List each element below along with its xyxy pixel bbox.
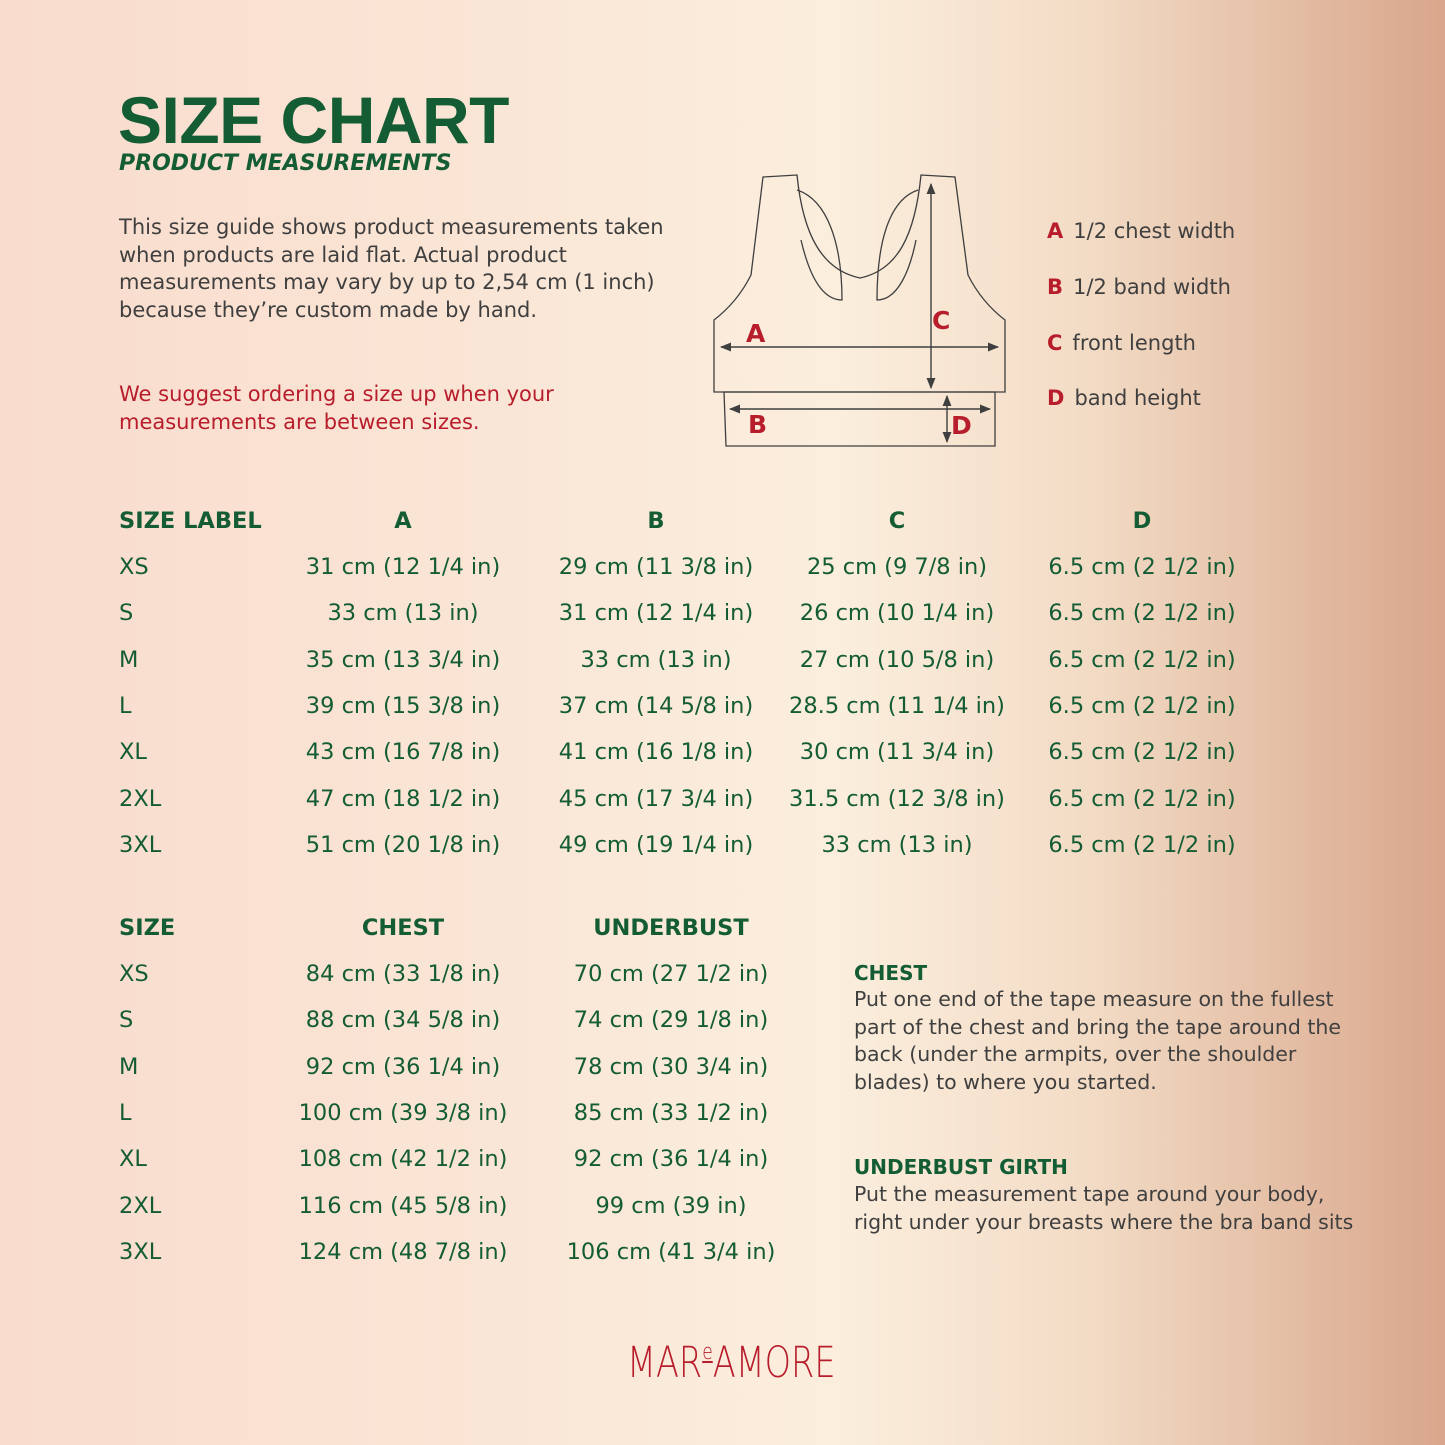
table-cell: 6.5 cm (2 1/2 in) (1048, 600, 1236, 627)
table-cell: 84 cm (33 1/8 in) (305, 961, 501, 987)
table-cell: 25 cm (9 7/8 in) (806, 554, 988, 580)
table-cell: 28.5 cm (11 1/4 in) (789, 692, 1005, 719)
chest-guide-text: Put one end of the tape measure on the fullest part of the chest and bring the tape around the back (under the armpits, over the shoulder blades) to where you started. (854, 987, 1341, 1095)
column-header: CHEST (361, 915, 445, 941)
table-cell: 6.5 cm (2 1/2 in) (1048, 831, 1236, 858)
row-size-label: 2XL (119, 785, 162, 812)
legend-item-c (1047, 329, 1196, 357)
legend-letter: A (1047, 219, 1064, 243)
table-cell: 92 cm (36 1/4 in) (305, 1053, 501, 1080)
table-cell: 35 cm (13 3/4 in) (305, 646, 501, 673)
brand-logo-part: AMORE (712, 1338, 836, 1388)
row-size-label: XL (119, 739, 147, 766)
table-cell: 29 cm (11 3/8 in) (558, 554, 754, 580)
table-cell: 33 cm (13 in) (327, 600, 479, 627)
table-cell: 51 cm (20 1/8 in) (305, 831, 501, 858)
column-header: A (394, 508, 412, 534)
table-cell: 31 cm (12 1/4 in) (305, 554, 501, 580)
intro-text: This size guide shows product measurements taken when products are laid flat. Actual product measurements may vary by up to 2,54 cm (1 inch) because they’re custom made by hand. (119, 215, 664, 323)
page-subtitle: PRODUCT MEASUREMENTS (119, 151, 452, 176)
row-size-label: 3XL (119, 1238, 162, 1265)
table-cell: 31 cm (12 1/4 in) (558, 600, 754, 627)
brand-logo-part: MAR (627, 1338, 703, 1388)
diagram-label-c: C (932, 306, 951, 335)
chest-guide-title: CHEST (854, 961, 928, 985)
table-cell: 70 cm (27 1/2 in) (573, 961, 769, 987)
row-size-label: XS (119, 554, 149, 580)
row-size-label: 3XL (119, 831, 162, 858)
diagram-label-b: B (748, 410, 768, 439)
table-cell: 26 cm (10 1/4 in) (799, 600, 995, 627)
table-cell: 43 cm (16 7/8 in) (305, 739, 501, 766)
underbust-guide-title: UNDERBUST GIRTH (854, 1155, 1068, 1179)
table-cell: 74 cm (29 1/8 in) (573, 1007, 769, 1034)
underbust-guide-text: Put the measurement tape around your body, right under your breasts where the bra band sits (854, 1182, 1354, 1234)
brand-logo (627, 1338, 836, 1388)
row-size-label: S (119, 600, 134, 627)
column-header: B (647, 508, 665, 534)
legend-text: band height (1074, 386, 1201, 410)
brand-logo-part: e (702, 1340, 713, 1365)
table-cell: 124 cm (48 7/8 in) (298, 1238, 508, 1265)
table-cell: 106 cm (41 3/4 in) (566, 1238, 776, 1265)
table-cell: 99 cm (39 in) (595, 1192, 747, 1219)
table-cell: 116 cm (45 5/8 in) (298, 1192, 508, 1219)
table-cell: 100 cm (39 3/8 in) (298, 1099, 508, 1126)
row-size-label: XL (119, 1146, 147, 1173)
legend-letter: B (1047, 275, 1064, 299)
legend-item-d (1047, 384, 1201, 412)
legend-text: 1/2 band width (1073, 275, 1231, 299)
row-size-label: M (119, 1053, 139, 1080)
page-title: SIZE CHART (118, 83, 509, 157)
row-size-label: L (119, 692, 132, 719)
table-cell: 6.5 cm (2 1/2 in) (1048, 785, 1236, 812)
table-cell: 31.5 cm (12 3/8 in) (789, 785, 1005, 812)
table-cell: 37 cm (14 5/8 in) (558, 692, 754, 719)
table-cell: 6.5 cm (2 1/2 in) (1048, 646, 1236, 673)
table-cell: 33 cm (13 in) (821, 831, 973, 858)
row-size-label: XS (119, 961, 149, 987)
column-header: C (888, 508, 906, 534)
table-cell: 6.5 cm (2 1/2 in) (1048, 739, 1236, 766)
table-cell: 92 cm (36 1/4 in) (573, 1146, 769, 1173)
legend-text: front length (1072, 331, 1196, 355)
legend-letter: D (1047, 386, 1065, 410)
column-header: SIZE LABEL (119, 508, 262, 534)
legend-item-b (1047, 273, 1231, 301)
diagram-label-d: D (951, 411, 972, 440)
table-cell: 39 cm (15 3/8 in) (305, 692, 501, 719)
table-cell: 85 cm (33 1/2 in) (573, 1099, 769, 1126)
legend-letter: C (1047, 331, 1063, 355)
row-size-label: S (119, 1007, 134, 1034)
table-cell: 33 cm (13 in) (580, 646, 732, 673)
column-header: D (1132, 508, 1152, 534)
table-cell: 88 cm (34 5/8 in) (305, 1007, 501, 1034)
row-size-label: L (119, 1099, 132, 1126)
garment-diagram (705, 165, 1015, 455)
size-suggestion: We suggest ordering a size up when your measurements are between sizes. (119, 382, 554, 434)
table-cell: 41 cm (16 1/8 in) (558, 739, 754, 766)
table-cell: 47 cm (18 1/2 in) (305, 785, 501, 812)
diagram-label-a: A (746, 319, 766, 348)
table-cell: 6.5 cm (2 1/2 in) (1048, 554, 1236, 580)
column-header: UNDERBUST (593, 915, 749, 941)
legend-item-a (1047, 217, 1235, 245)
table-cell: 108 cm (42 1/2 in) (298, 1146, 508, 1173)
row-size-label: M (119, 646, 139, 673)
table-cell: 49 cm (19 1/4 in) (558, 831, 754, 858)
column-header: SIZE (119, 915, 176, 941)
table-cell: 78 cm (30 3/4 in) (573, 1053, 769, 1080)
garment-outline (714, 175, 1005, 446)
table-cell: 6.5 cm (2 1/2 in) (1048, 692, 1236, 719)
legend-text: 1/2 chest width (1073, 219, 1236, 243)
row-size-label: 2XL (119, 1192, 162, 1219)
table-cell: 45 cm (17 3/4 in) (558, 785, 754, 812)
table-cell: 27 cm (10 5/8 in) (799, 646, 995, 673)
table-cell: 30 cm (11 3/4 in) (799, 739, 995, 766)
